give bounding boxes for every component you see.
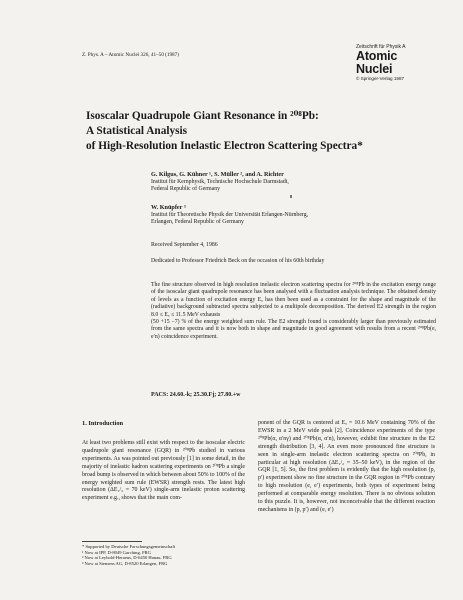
paper-title [86,109,416,154]
title-line-1: Isoscalar Quadrupole Giant Resonance in ²⁰⁸Pb: [86,110,319,122]
title-line-2: A Statistical Analysis [86,125,188,137]
section-heading-introduction: 1. Introduction [82,420,124,427]
masthead-subtitle: Zeitschrift für Physik A [356,44,406,50]
affiliation-2-line-2: Erlangen, Federal Republic of Germany [151,219,244,225]
print-speck [290,195,292,198]
author-names-1: G. Kilgus, G. Kühner ¹, S. Müller ², and A. Richter [151,171,284,178]
affiliation-1-line-2: Federal Republic of Germany [151,186,221,192]
journal-reference: Z. Phys. A – Atomic Nuclei 326, 41–50 (1987) [82,52,179,58]
footnote-funding: * Supported by Deutsche Forschungsgemeinschaft [82,544,176,549]
abstract-paragraph-1: The fine structure observed in high resolution inelastic electron scattering spectra for ²⁰⁸Pb in the excitation energy range of the isoscalar giant quadrupole resonance has been analysed with a fluctuation analysis technique. The obtained density of levels as a function of excitation energy Eₓ has then been used as a constraint for the shape and magnitude of the (radiative) background subtracted spectra subjected to a multipole decomposition. The derived E2 strength in the region 8.0 ≤ Eₓ ≤ 11.5 MeV exhausts [151,282,436,318]
body-column-right [258,420,435,515]
masthead-title: Atomic Nuclei [356,49,398,76]
author-block-1 [151,171,421,193]
masthead-copyright: © Springer-Verlag 1987 [356,76,405,81]
abstract [151,282,436,341]
received-date: Received September 4, 1986 [151,242,218,248]
author-names-2: W. Knüpfer ³ [151,204,186,211]
footnote-2: ² Now at Leybold-Heraeus, D-6450 Hanau, FRG [82,555,172,561]
intro-text-right: ponent of the GQR is centered at Eₓ = 10.6 MeV containing 70% of the EWSR in a 2 MeV wide peak [2]. Coincidence experiments of the type ²⁰⁸Pb(α, α′nγ) and ²⁰⁸Pb(α, α′n), however, exhibit fine structure in the E2 strength distribution [3, 4]. An even more pronounced fine structure is seen in single-arm inelastic electron scattering spectra on ²⁰⁸Pb, in particular at high resolution (ΔE₁/₂ = 35–50 keV), in the region of the GQR [1, 5]. So, the first problem is evidently that the high resolution (p, p′) experiment show no fine structure in the GQR region in ²⁰⁸Pb contrary to high resolution (e, e′) experiments, both types of experiment being performed at comparable energy resolution. There is no obvious solution to this puzzle. It is, however, not inconceivable that the different reaction mechanisms in (p, p′) and (e, e′) [258,420,435,513]
journal-masthead [356,44,436,81]
body-column-left [82,420,245,503]
footnote-rule [82,541,142,542]
footnotes [82,544,247,566]
footnote-1: ¹ Now at IPP, D-8049 Garching, FRG [82,549,152,555]
footnote-3: ³ Now at Siemens AG, D-8520 Erlangen, FRG [82,560,168,566]
abstract-paragraph-2: (50 +15 −7) % of the energy weighted sum rule. The E2 strength found is considerably larger than previously estimated from the same spectra and it is now both in shape and magnitude in good agreement with results from a recent ²⁰⁸Pb(e, e′n) coincidence experiment. [151,319,436,340]
dedication: Dedicated to Professor Friedrich Beck on the occasion of his 60th birthday [151,258,325,264]
affiliation-2-line-1: Institut für Theoretische Physik der Universität Erlangen-Nürnberg, [151,212,309,218]
intro-text-left: At least two problems still exist with respect to the isoscalar electric quadrupole giant resonance (GQR) in ²⁰⁸Pb studied in various experiments. As was pointed out previously [1] in some detail, in the majority of inelastic hadron scattering experiments on ²⁰⁸Pb a single broad bump is observed in which between about 50% to 100% of the energy weighted sum rule (EWSR) strength rests. The latest high resolution (ΔE₁/₂ = 70 keV) single-arm inelastic proton scattering experiment e.g., shows that the main com- [82,440,245,502]
author-block-2 [151,204,421,226]
title-line-3: of High-Resolution Inelastic Electron Scattering Spectra* [86,140,363,152]
affiliation-1-line-1: Institut für Kernphysik, Technische Hochschule Darmstadt, [151,179,289,185]
pacs-codes: PACS: 24.60.-k; 25.30.Fj; 27.80.+w [151,392,241,398]
